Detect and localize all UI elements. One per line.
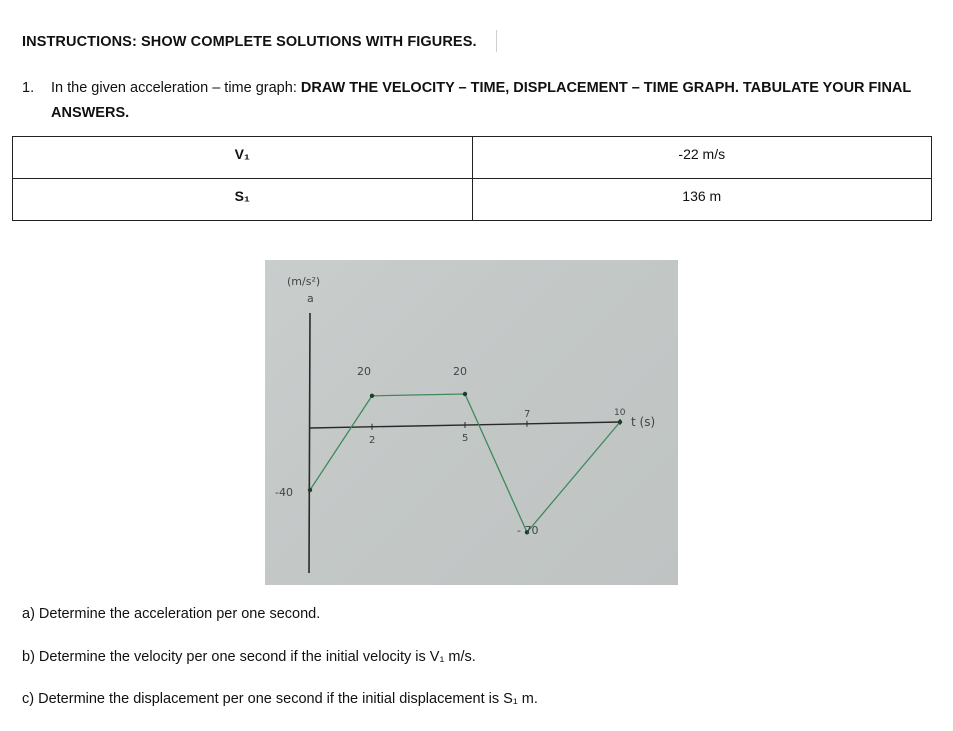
- data-point-t10: [618, 420, 622, 424]
- point-label-20-at-2: 20: [357, 365, 371, 378]
- part-b: b) Determine the velocity per one second if the initial velocity is V₁ m/s.: [22, 649, 476, 665]
- point-label-minus-40: -40: [275, 486, 293, 499]
- question-number: 1.: [22, 80, 35, 96]
- point-label-minus-70: - 70: [517, 524, 539, 537]
- y-axis: [309, 313, 310, 573]
- graph-photo: [265, 260, 678, 585]
- question-1: [22, 76, 922, 126]
- table-cell-value: 136 m: [472, 179, 932, 221]
- x-axis-label: t (s): [631, 415, 656, 429]
- table-cell-label: S₁: [13, 179, 473, 221]
- table-cell-value: -22 m/s: [472, 137, 932, 179]
- acceleration-time-chart: [265, 260, 678, 585]
- x-tick-label-10: 10: [614, 408, 626, 418]
- data-point-t2: [370, 394, 374, 398]
- data-point-t0: [308, 488, 312, 492]
- x-tick-label-7: 7: [524, 408, 531, 420]
- text-cursor: [496, 30, 497, 52]
- part-a: a) Determine the acceleration per one second.: [22, 606, 321, 622]
- data-point-t5: [463, 392, 467, 396]
- answers-table: [12, 136, 932, 221]
- x-tick-label-5: 5: [462, 433, 469, 444]
- table-row: [13, 137, 932, 179]
- instructions-heading: INSTRUCTIONS: SHOW COMPLETE SOLUTIONS WITH FIGURES.: [22, 34, 477, 50]
- table-cell-label: V₁: [13, 137, 473, 179]
- acceleration-series-line: [310, 394, 620, 532]
- table-row: [13, 179, 932, 221]
- y-axis-label: a: [307, 292, 314, 305]
- units-label: (m/s²): [287, 275, 321, 288]
- question-directive: DRAW THE VELOCITY – TIME, DISPLACEMENT – TIME GRAPH. TABULATE YOUR FINAL ANSWERS.: [51, 80, 911, 121]
- x-tick-label-2: 2: [369, 434, 376, 446]
- question-intro: In the given acceleration – time graph:: [51, 80, 301, 96]
- part-c: c) Determine the displacement per one second if the initial displacement is S₁ m.: [22, 691, 538, 707]
- point-label-20-at-5: 20: [453, 365, 467, 378]
